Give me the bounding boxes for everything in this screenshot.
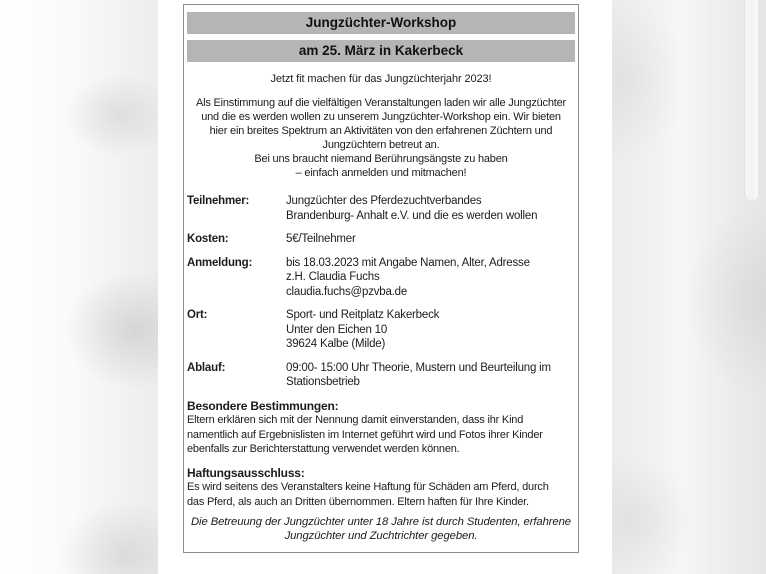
intro-paragraph (184, 96, 578, 180)
detail-value-line: z.H. Claudia Fuchs (286, 271, 380, 283)
intro-line: Bei uns braucht niemand Berührungsängste zu haben (254, 153, 508, 165)
detail-value-line: Jungzüchter des Pferdezuchtverbandes (286, 195, 482, 207)
detail-value-line: Brandenburg- Anhalt e.V. und die es werden wollen (286, 209, 538, 222)
section-besondere-bestimmungen (184, 399, 578, 457)
tagline: Jetzt fit machen für das Jungzüchterjahr 2023! (270, 73, 492, 85)
intro-line: hier ein breites Spektrum an Aktivitäten von den erfahrenen Züchtern und (209, 125, 553, 137)
section-line: das Pferd, als auch an Dritten übernommen. Eltern haften für Ihre Kinder. (187, 495, 529, 508)
intro-line: Als Einstimmung auf die vielfältigen Veranstaltungen laden wir alle Jungzüchter (195, 97, 567, 109)
background-blur-right (612, 0, 766, 574)
footer-note-line: Jungzüchter und Zuchtrichter gegeben. (284, 530, 478, 542)
detail-row-ort (187, 308, 574, 352)
detail-value-line: 09:00- 15:00 Uhr Theorie, Mustern und Beurteilung im (286, 361, 551, 374)
detail-value-line: claudia.fuchs@pzvba.de (286, 285, 408, 298)
background-blur-left (0, 0, 158, 574)
detail-value (286, 232, 574, 247)
section-line: ebenfalls zur Berichterstattung verwendet werden können. (187, 443, 460, 455)
detail-value (286, 308, 574, 352)
detail-value (286, 256, 574, 300)
detail-value (286, 194, 574, 223)
detail-label: Anmeldung: (187, 256, 253, 269)
document-page (158, 0, 612, 574)
footer-note (184, 515, 578, 543)
detail-value-line: 39624 Kalbe (Milde) (286, 338, 386, 350)
subtitle-bar: am 25. März in Kakerbeck (187, 40, 575, 62)
detail-value-line: Unter den Eichen 10 (286, 323, 388, 336)
section-heading: Besondere Bestimmungen: (187, 398, 339, 413)
detail-label: Ort: (187, 309, 208, 321)
section-line: namentlich auf Ergebnislisten im Internet geführt wird und Fotos ihrer Kinder (187, 428, 543, 441)
detail-label: Ablauf: (187, 361, 226, 374)
title-bar: Jungzüchter-Workshop (187, 12, 575, 34)
detail-value-line: 5€/Teilnehmer (286, 233, 356, 245)
intro-line: Jungzüchtern betreut an. (322, 139, 440, 151)
detail-value-line: Sport- und Reitplatz Kakerbeck (286, 309, 440, 321)
section-heading: Haftungsausschluss: (187, 465, 305, 480)
detail-row-teilnehmer (187, 194, 574, 223)
detail-label: Teilnehmer: (187, 195, 250, 207)
intro-line: und die es werden wollen zu unserem Jungzüchter-Workshop ein. Wir bieten (201, 111, 561, 123)
detail-row-ablauf (187, 361, 574, 390)
document-frame (183, 4, 579, 553)
detail-value-line: bis 18.03.2023 mit Angabe Namen, Alter, Adresse (286, 256, 530, 269)
section-haftungsausschluss (184, 466, 578, 510)
footer-note-line: Die Betreuung der Jungzüchter unter 18 Jahre ist durch Studenten, erfahrene (191, 516, 571, 528)
detail-value (286, 361, 574, 390)
detail-label: Kosten: (187, 233, 229, 245)
detail-row-kosten (187, 232, 574, 247)
detail-value-line: Stationsbetrieb (286, 376, 360, 388)
detail-row-anmeldung (187, 256, 574, 300)
section-line: Es wird seitens des Veranstalters keine Haftung für Schäden am Pferd, durch (187, 481, 549, 493)
intro-line: – einfach anmelden und mitmachen! (295, 167, 467, 179)
details-list (184, 194, 578, 390)
section-line: Eltern erklären sich mit der Nennung damit einverstanden, dass ihr Kind (187, 414, 524, 426)
scrollbar-thumb[interactable] (744, 0, 759, 202)
